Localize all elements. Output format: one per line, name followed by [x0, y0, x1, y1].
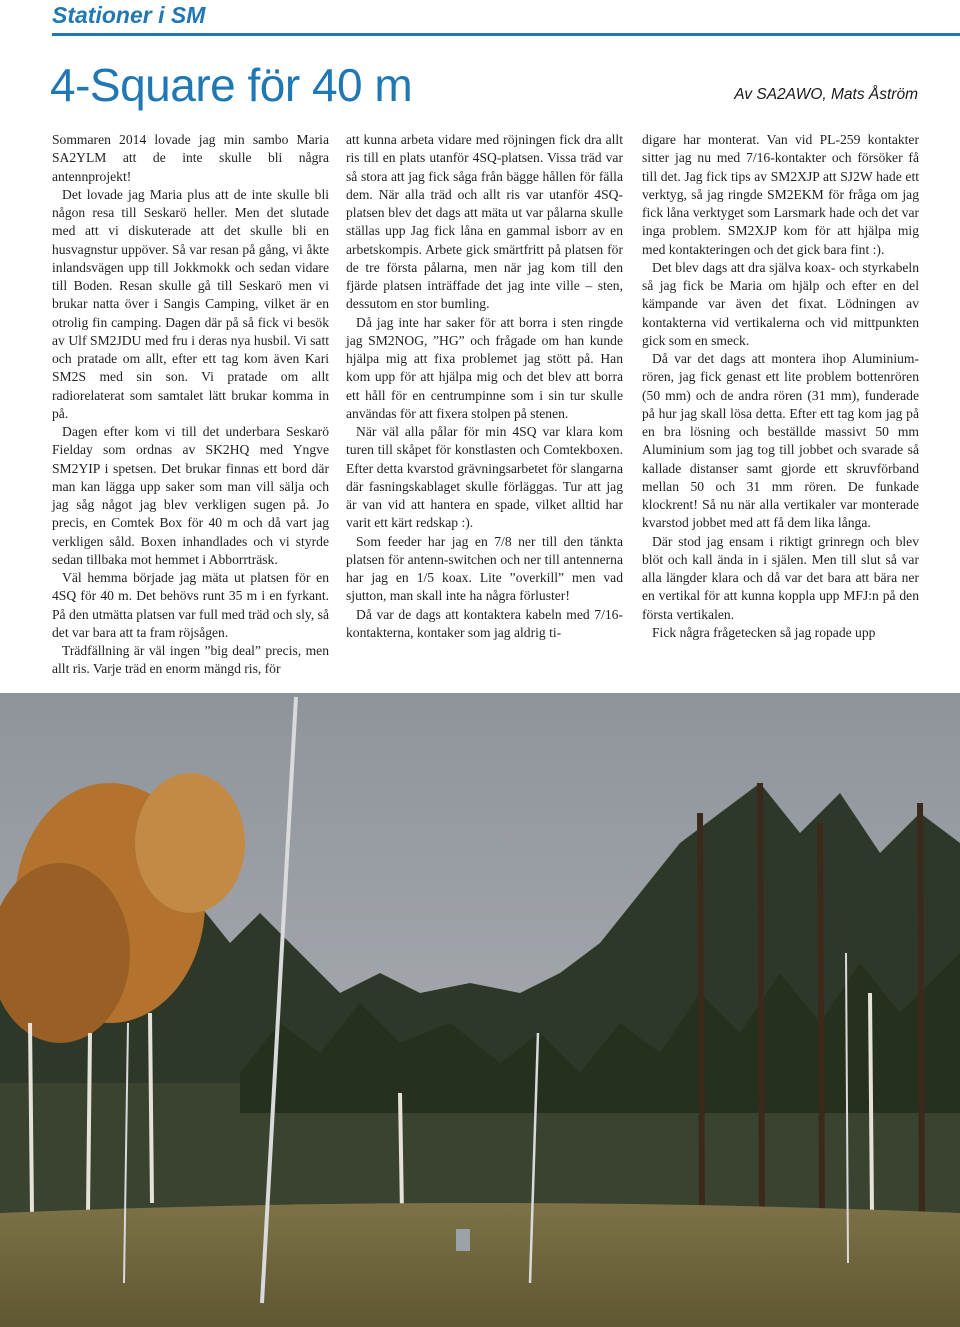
article-column-3	[642, 131, 919, 642]
paragraph: digare har monterat. Van vid PL-259 kontakter sitter jag nu med 7/16-kontakter och försöker få till det. Jag fick tips av SM2XJP att SJ2W hade ett verktyg, så jag ringde SM2EKM för fråga om jag fick låna verktyget som Larsmark hade och det var inga problem. SM2XJP kom för att hjälpa mig med kontakteringen och det gick bara fint :).	[642, 132, 919, 257]
paragraph: Sommaren 2014 lovade jag min sambo Maria SA2YLM att de inte skulle bli några antennprojekt!	[52, 132, 329, 184]
comtek-box	[456, 1229, 470, 1251]
photo-illustration	[0, 693, 960, 1327]
paragraph: När väl alla pålar för min 4SQ var klara kom turen till skåpet för konstlasten och Comtekboxen. Efter detta kvarstod grävningsarbetet för slangarna där fasningskablaget skulle förläggas. Tur att jag är van vid att hantera en spade, vilket alltid har varit ett kärt redskap :).	[346, 424, 623, 531]
section-label: Stationer i SM	[52, 2, 206, 28]
clearing-ground	[0, 1203, 960, 1327]
autumn-birch	[135, 773, 245, 913]
article-column-1	[52, 131, 329, 679]
article-title: 4-Square för 40 m	[50, 59, 413, 111]
paragraph: Trädfällning är väl ingen ”big deal” precis, men allt ris. Varje träd en enorm mängd ris, för	[52, 643, 329, 677]
paragraph: Då jag inte har saker för att borra i sten ringde jag SM2NOG, ”HG” och frågade om han kunde hjälpa mig att fixa problemet jag stött på. Han kom upp för att hjälpa mig och det blev att borra ett håll för en centrumpinne som i sin tur skulle användas för att fixera stolpen på stenen.	[346, 314, 623, 421]
paragraph: Som feeder har jag en 7/8 ner till den tänkta platsen för antenn-switchen och ner till antennerna har jag en 1/5 koax. Lite ”overkill” men vad sjutton, man skall inte ha några förluster!	[346, 533, 623, 604]
article-byline: Av SA2AWO, Mats Åström	[734, 86, 918, 103]
paragraph: Då var det dags att montera ihop Aluminium-rören, jag fick genast ett lite problem bottenrören (50 mm) och de andra rören (31 mm), funderade på hur jag skall lösa detta. Efter ett tag kom jag på en bra lösning och beställde massivt 50 mm Aluminium som jag tog till jobbet och svarade så kallade distanser samt gjorde ett skruvförband mellan 50 och 31 mm rören. De funkade klockrent! Så nu när alla vertikaler var monterade kvarstod jobbet med att få dem lika långa.	[642, 351, 919, 531]
paragraph: att kunna arbeta vidare med röjningen fick dra allt ris till en plats utanför 4SQ-platsen. Vissa träd var så stora att jag fick såga från bägge hållen för fälla dem. När alla träd och allt ris var utanför 4SQ-platsen blev det dags att mäta ut var pålarna skulle ställas upp Jag fick låna en gammal isborr av en arbetskompis. Arbete gick smärtfritt på platsen för de tre första pålarna, men när jag kom till den fjärde platsen inträffade det jag inte ville – sten, dessutom en stor bumling.	[346, 132, 623, 312]
paragraph: Där stod jag ensam i riktigt grinregn och blev blöt och kall ända in i själen. Men till slut så var alla längder klara och då var det bara att bära ner en vertikal för att kunna koppla upp MFJ:n på den första vertikalen.	[642, 533, 919, 622]
paragraph: Fick några frågetecken så jag ropade upp	[652, 624, 876, 640]
paragraph: Det lovade jag Maria plus att de inte skulle bli någon resa till Seskarö heller. Men det slutade med att vi diskuterade att det skulle bli en husvagnstur uppöver. Så var resan på gång, vi åkte inlandsvägen upp till Jokkmokk och sedan vidare till Boden. Resan skulle gå till Seskarö men vi brukar natta över i Sangis Camping, vilket är en otrolig fin camping. Dagen där på så fick vi besök av Ulf SM2JDU med fru i deras nya husbil. Vi satt och pratade om allt, efter ett tag kom även Kari SM2S med sin son. Vi pratade om allt radiorelaterat som samtalet lätt brukar komma in på.	[52, 186, 329, 421]
paragraph: Dagen efter kom vi till det underbara Seskarö Fielday som ordnas av SK2HQ med Yngve SM2YIP i spetsen. Det brukar finnas ett bord där man kan lägga upp saker som man vill sälja och jag såg något jag blev verkligen sugen på. Jo precis, en Comtek Box för 40 m och då vart jag verkligen såld. Boxen inhandlades och vi styrde sedan tillbaka mot hemmet i Abborrträsk.	[52, 424, 329, 567]
paragraph: Det blev dags att dra själva koax- och styrkabeln så jag fick be Maria om hjälp och efter en del kämpande var även det fixat. Lödningen av kontakterna vid vertikalerna och vid mittpunkten gick som en smeck.	[642, 259, 919, 348]
antenna-site-photo	[0, 693, 960, 1327]
paragraph: Då var de dags att kontaktera kabeln med 7/16-kontakterna, kontaker som jag aldrig ti-	[346, 606, 623, 640]
paragraph: Väl hemma började jag mäta ut platsen för en 4SQ för 40 m. Det behövs runt 35 m i en fyrkant. På den utmätta platsen var full med träd och sly, så det var bara att ta fram röjsågen.	[52, 570, 329, 640]
section-rule	[52, 33, 960, 36]
article-column-2	[346, 131, 623, 642]
